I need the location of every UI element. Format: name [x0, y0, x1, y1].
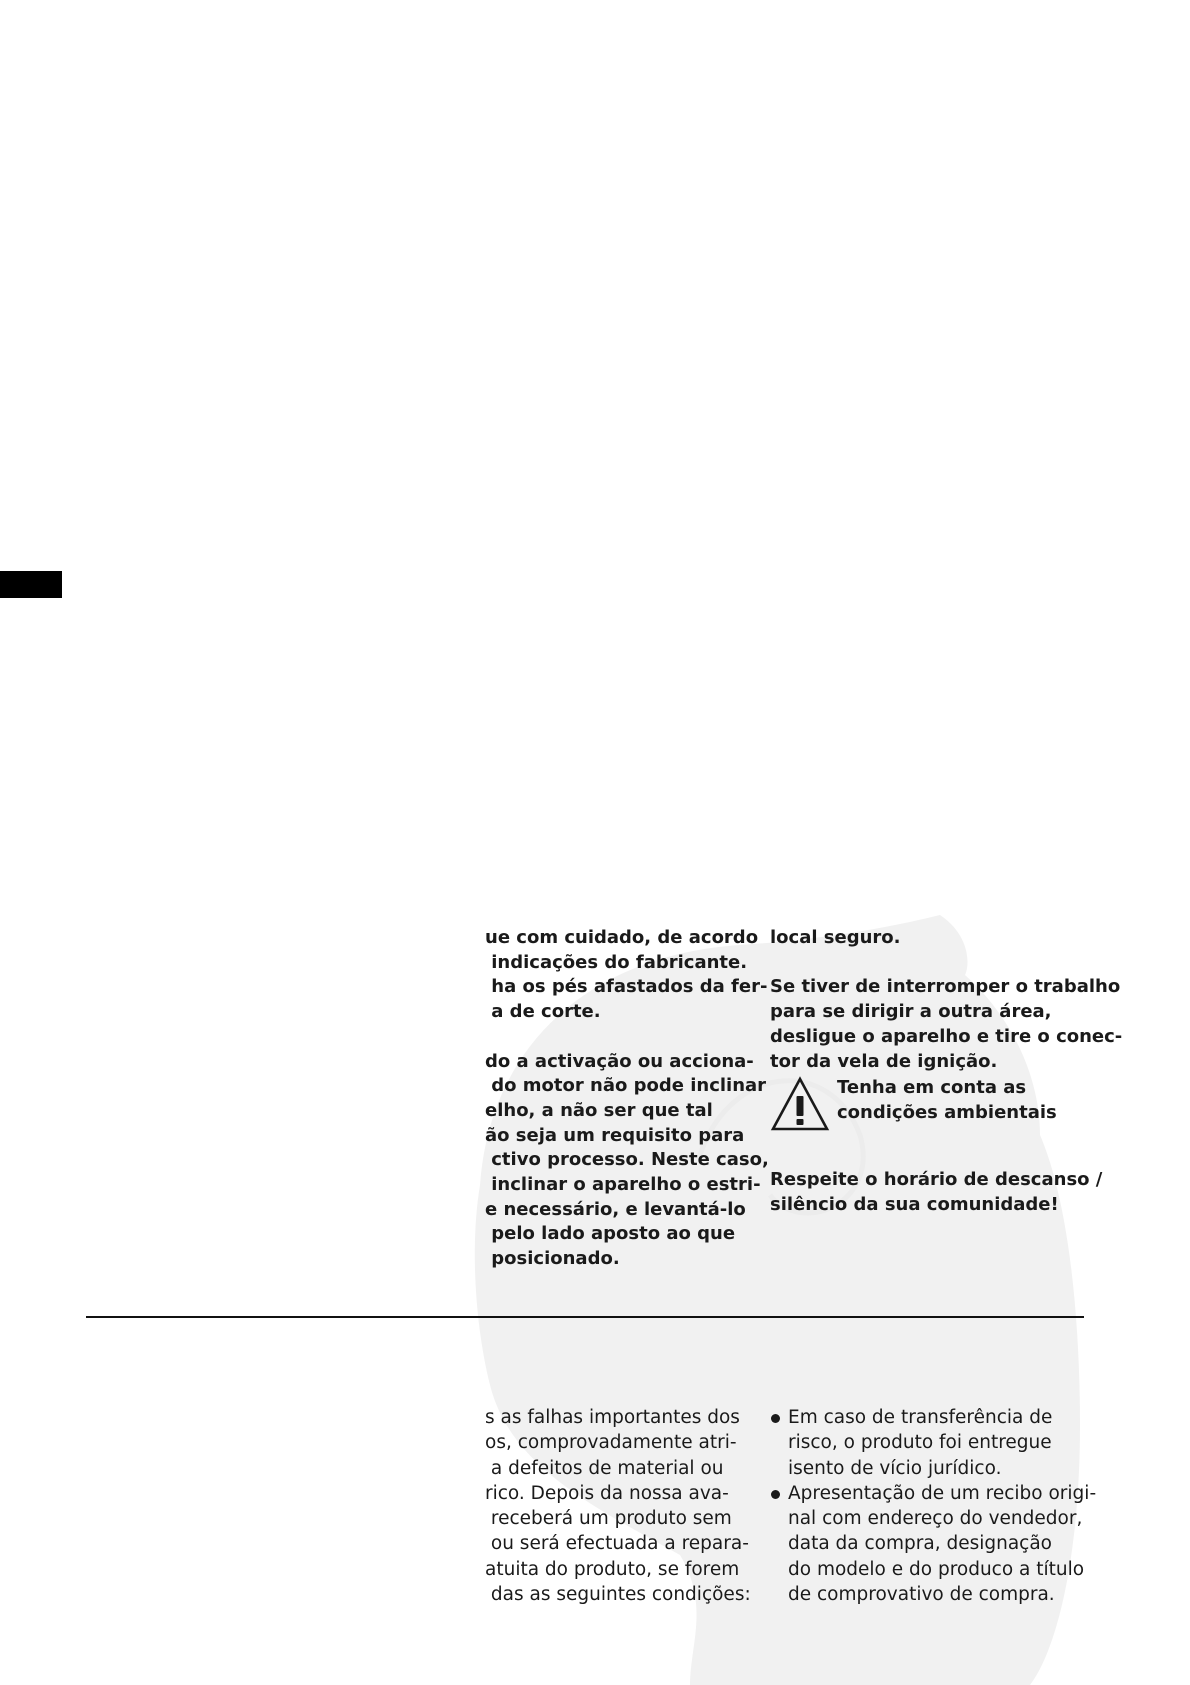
- text-line: rico. Depois da nossa ava-: [485, 1482, 729, 1504]
- text-line: receberá um produto sem: [485, 1508, 732, 1530]
- text-line: s as falhas importantes dos: [485, 1407, 740, 1428]
- lower-left-column: [485, 1405, 751, 1607]
- text-line: do a activação ou acciona-: [485, 1050, 754, 1072]
- text-line: posicionado.: [485, 1248, 620, 1270]
- lower-right-column: [770, 1405, 1096, 1607]
- upper-left-column: [485, 926, 769, 1272]
- text-line: para se dirigir a outra área,: [770, 1001, 1052, 1023]
- bullet-item: [770, 1481, 1096, 1607]
- text-line: ha os pés afastados da fer-: [485, 976, 768, 998]
- warning-text-line: condições ambientais: [837, 1101, 1057, 1123]
- text-line: inclinar o aparelho o estri-: [485, 1174, 761, 1196]
- warning-text-line: Tenha em conta as: [837, 1077, 1027, 1099]
- language-tab-marker: [0, 571, 62, 598]
- bullet-icon: [771, 1414, 780, 1423]
- text-line: ão seja um requisito para: [485, 1124, 745, 1146]
- text-line: do modelo e do produco a título: [788, 1558, 1085, 1580]
- text-line: indicações do fabricante.: [485, 951, 748, 973]
- text-line: os, comprovadamente atri-: [485, 1432, 737, 1454]
- text-line: silêncio da sua comunidade!: [770, 1193, 1059, 1215]
- warning-triangle-icon: [770, 1076, 830, 1132]
- text-line: ue com cuidado, de acordo: [485, 927, 759, 948]
- text-line: nal com endereço do vendedor,: [788, 1508, 1083, 1530]
- text-line: ou será efectuada a repara-: [485, 1533, 749, 1555]
- text-line: pelo lado aposto ao que: [485, 1223, 736, 1245]
- text-line: Respeite o horário de descanso /: [770, 1169, 1103, 1191]
- bullet-item: [770, 1405, 1096, 1481]
- text-line: tor da vela de ignição.: [770, 1050, 998, 1072]
- text-line: a de corte.: [485, 1001, 601, 1023]
- text-line: de comprovativo de compra.: [788, 1584, 1055, 1606]
- section-divider: [86, 1316, 1084, 1318]
- text-line: atuita do produto, se forem: [485, 1558, 740, 1580]
- warning-notice: [770, 1076, 1122, 1146]
- text-line: data da compra, designação: [788, 1533, 1053, 1555]
- text-line: risco, o produto foi entregue: [788, 1432, 1052, 1454]
- text-line: ctivo processo. Neste caso,: [485, 1149, 769, 1171]
- text-line: desligue o aparelho e tire o conec-: [770, 1025, 1123, 1047]
- text-line: Apresentação de um recibo origi-: [788, 1482, 1097, 1504]
- text-line: e necessário, e levantá-lo: [485, 1198, 746, 1220]
- text-line: a defeitos de material ou: [485, 1457, 724, 1479]
- bullet-icon: [771, 1490, 780, 1499]
- text-line: Em caso de transferência de: [788, 1407, 1053, 1428]
- text-line: isento de vício jurídico.: [788, 1457, 1002, 1479]
- upper-right-column: [770, 926, 1122, 1218]
- text-line: do motor não pode inclinar: [485, 1075, 767, 1097]
- text-line: Se tiver de interromper o trabalho: [770, 976, 1121, 998]
- text-line: elho, a não ser que tal: [485, 1099, 713, 1121]
- text-line: das as seguintes condições:: [485, 1584, 751, 1606]
- text-line: local seguro.: [770, 927, 901, 948]
